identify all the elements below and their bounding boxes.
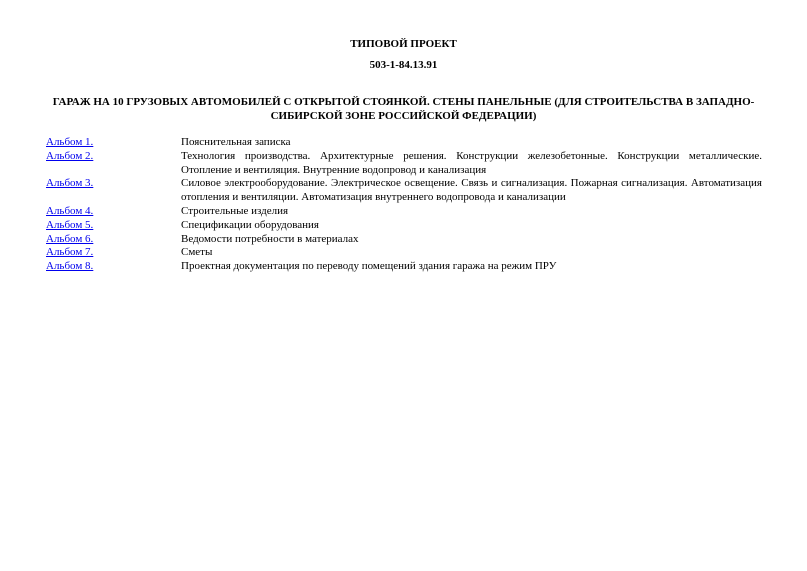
album-7-link[interactable]: Альбом 7. [46,246,94,259]
album-row-3 [46,177,762,205]
album-6-description: Ведомости потребности в материалах [181,232,359,245]
document-code: 503-1-84.13.91 [369,59,438,71]
document-type-heading: ТИПОВОЙ ПРОЕКТ [350,38,457,50]
album-list [46,136,762,274]
album-5-link[interactable]: Альбом 5. [46,218,94,231]
album-3-description: Силовое электрооборудование. Электрическое освещение. Связь и сигнализация. Пожарная сигнализация. Автоматизация отопления и вентиляции. Автоматизация внутреннего водопровода и канализации [181,177,762,204]
album-1-link[interactable]: Альбом 1. [46,136,94,148]
album-row-8 [46,260,762,274]
album-row-2 [46,150,762,178]
album-4-link[interactable]: Альбом 4. [46,204,94,217]
album-3-link[interactable]: Альбом 3. [46,177,94,190]
album-6-link[interactable]: Альбом 6. [46,232,94,245]
album-row-1 [46,136,762,150]
album-row-6 [46,233,762,247]
album-8-link[interactable]: Альбом 8. [46,260,94,273]
album-7-description: Сметы [181,246,213,259]
album-row-4 [46,205,762,219]
album-row-7 [46,246,762,260]
document-title: ГАРАЖ НА 10 ГРУЗОВЫХ АВТОМОБИЛЕЙ С ОТКРЫТОЙ СТОЯНКОЙ. СТЕНЫ ПАНЕЛЬНЫЕ (ДЛЯ СТРОИТЕЛЬСТВА В ЗАПАДНО-СИБИРСКОЙ ЗОНЕ РОССИЙСКОЙ ФЕДЕРАЦИИ) [52,96,755,122]
album-4-description: Строительные изделия [181,204,289,217]
album-5-description: Спецификации оборудования [181,218,319,231]
album-row-5 [46,219,762,233]
album-8-description: Проектная документация по переводу помещений здания гаража на режим ПРУ [181,260,557,273]
album-2-link[interactable]: Альбом 2. [46,149,94,162]
album-1-description: Пояснительная записка [181,136,291,148]
album-2-description: Технология производства. Архитектурные решения. Конструкции железобетонные. Конструкции металлические. Отопление и вентиляция. Внутренние водопровод и канализация [181,149,762,176]
